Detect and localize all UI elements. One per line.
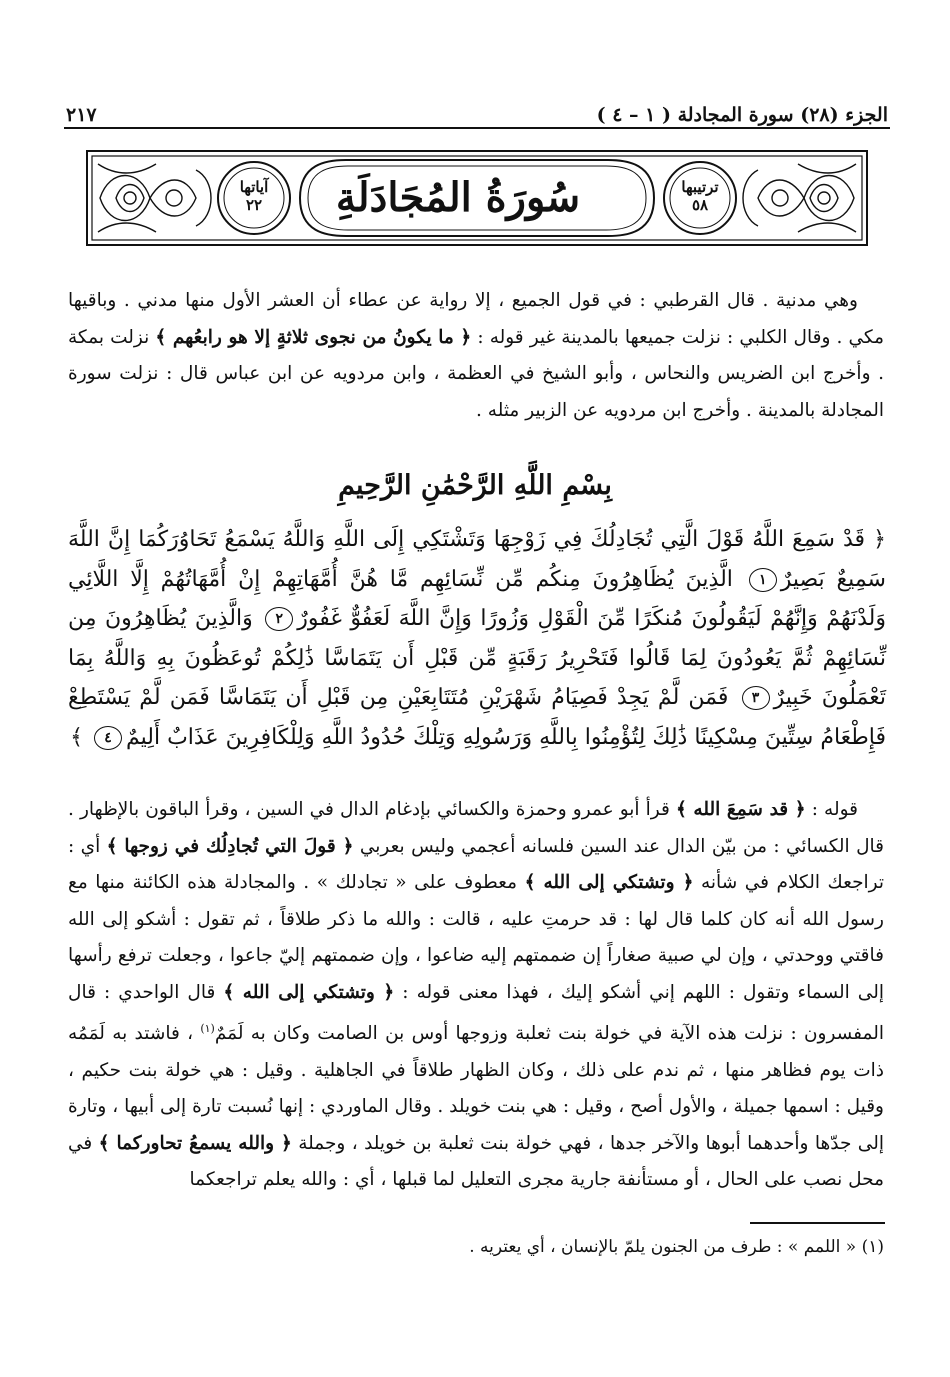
verse-1: ﴿ قَدْ سَمِعَ اللَّهُ قَوْلَ الَّتِي تُجَادِلُكَ فِي زَوْجِهَا وَتَشْتَكِي إِلَى اللَّهِ وَاللَّهُ يَسْمَعُ تَحَاوُرَكُمَا إِنَّ اللَّهَ سَمِيعٌ بَصِيرٌ (68, 527, 886, 592)
ayah-number-1: ١ (749, 568, 777, 592)
order-label: ترتيبها (681, 178, 719, 196)
commentary-text: قرأ أبو عمرو وحمزة والكسائي بإدغام الدال في السين ، وقرأ الباقون بالإظهار . قال الكسائي : من بيّن الدال عند السين فلسانه أعجمي وليس بعربي (68, 799, 884, 857)
commentary-text: في محل نصب على الحال ، أو مستأنفة جارية مجرى التعليل لما قبلها ، أي : والله يعلم تراجعكما (68, 1132, 884, 1191)
header-rule (64, 127, 890, 129)
chapter-info: الجزء (٢٨) سورة المجادلة ( ١ – ٤ ) (596, 104, 888, 126)
quran-verses (68, 520, 886, 757)
ayah-number-4: ٤ (94, 726, 122, 750)
running-header (66, 92, 888, 126)
footnote: (١) « اللمم » : طرف من الجنون يلمّ بالإنسان ، أي يعتريه . (469, 1237, 884, 1257)
commentary-text: معطوف على « تجادلك » . والمجادلة هذه الكائنة منها مع رسول الله أنه كان كلما قال لها : قد حرمتِ عليه ، قالت : والله ما ذكر طلاقاً ، ثم تقول : أشكو إلى الله فاقتي ووحدتي ، وإن لي صبية صغاراً إن ضممتهم إليه ضاعوا ، وإن ضممتهم إليّ جاعوا ، وجعلت ترفع رأسها إلى السماء وتقول : اللهم إني أشكو إليك ، فهذا معنى قوله : (68, 872, 884, 1003)
verses-value: ٢٢ (245, 196, 263, 214)
ayah-number-3: ٣ (742, 686, 770, 710)
surah-introduction (68, 283, 884, 429)
quran-quote: ﴿ وتشتكي إلى الله ﴾ (223, 981, 395, 1003)
verses-count-medallion (219, 178, 289, 214)
verse-2: الَّذِينَ يُظَاهِرُونَ مِنكُم مِّن نِّسَائِهِم مَّا هُنَّ أُمَّهَاتِهِمْ إِنْ أُمَّهَاتُهُمْ إِلَّا اللَّائِي وَلَدْنَهُمْ وَإِنَّهُمْ لَيَقُولُونَ مُنكَرًا مِّنَ الْقَوْلِ وَزُورًا وَإِنَّ اللَّهَ لَعَفُوٌّ غَفُورٌ (68, 566, 886, 631)
footnote-marker: (١) (200, 1022, 215, 1035)
verse-close-bracket: ﴾ (70, 724, 83, 750)
basmala: بِسْمِ اللَّهِ الرَّحْمَٰنِ الرَّحِيمِ (338, 470, 612, 501)
commentary-text: قال الواحدي : قال المفسرون : نزلت هذه الآية في خولة بنت ثعلبة وزوجها أوس بن الصامت وكان به لَمَمٌ (68, 981, 884, 1045)
quran-quote: ﴿ وتشتكي إلى الله ﴾ (524, 872, 694, 893)
intro-quran-quote: ﴿ ما يكونُ من نجوى ثلاثةٍ إلا هو رابعُهم ﴾ (155, 326, 472, 348)
intro-text-2: نزلت بمكة . وأخرج ابن الضريس والنحاس ، وأبو الشيخ في العظمة ، وابن مردويه عن ابن عباس قال : نزلت سورة المجادلة بالمدينة . وأخرج ابن مردويه عن الزبير مثله . (68, 326, 884, 421)
commentary-text: قوله : (805, 799, 859, 820)
page-number: ٢١٧ (66, 104, 97, 126)
footnote-rule (750, 1222, 885, 1224)
order-value: ٥٨ (691, 196, 709, 214)
tafsir-commentary (68, 792, 884, 1199)
verse-3: وَالَّذِينَ يُظَاهِرُونَ مِن نِّسَائِهِمْ ثُمَّ يَعُودُونَ لِمَا قَالُوا فَتَحْرِيرُ رَقَبَةٍ مِّن قَبْلِ أَن يَتَمَاسَّا ذَٰلِكُمْ تُوعَظُونَ بِهِ وَاللَّهُ بِمَا تَعْمَلُونَ خَبِيرٌ (68, 606, 886, 710)
surah-order-medallion (665, 178, 735, 214)
verses-label: آياتها (239, 178, 269, 196)
intro-text-1: وهي مدنية . قال القرطبي : في قول الجميع ، إلا رواية عن عطاء أن العشر الأول منها مدني . وباقيها مكي . وقال الكلبي : نزلت جميعها بالمدينة غير قوله : (68, 290, 884, 348)
quran-quote: ﴿ قولَ التي تُجادِلُك في زوجها ﴾ (106, 835, 354, 857)
commentary-text: أي : تراجعك الكلام في شأنه (68, 835, 884, 893)
ayah-number-2: ٢ (265, 607, 293, 631)
quran-quote: ﴿ والله يسمعُ تحاوركما ﴾ (98, 1132, 292, 1154)
quran-quote: ﴿ قد سَمِعَ الله ﴾ (675, 799, 806, 820)
commentary-text: ، فاشتد به لَمَمُه ذات يوم فظاهر منها ، ثم ندم على ذلك ، وكان الظهار طلاقاً في الجاهلية . وقيل : هي خولة بنت حكيم ، وقيل : اسمها جميلة ، والأول أصح ، وقيل : هي بنت خويلد . وقال الماوردي : إنها نُسبت تارة إلى أبيها ، وتارة إلى جدّها وأحدهما أبوها والآخر جدها ، فهي خولة بنت ثعلبة بن خويلد ، وجملة (68, 1023, 884, 1154)
surah-title: سُورَةُ المُجَادَلَةِ (335, 173, 581, 221)
verse-4: فَمَن لَّمْ يَجِدْ فَصِيَامُ شَهْرَيْنِ مُتَتَابِعَيْنِ مِن قَبْلِ أَن يَتَمَاسَّا فَمَن لَّمْ يَسْتَطِعْ فَإِطْعَامُ سِتِّينَ مِسْكِينًا ذَٰلِكَ لِتُؤْمِنُوا بِاللَّهِ وَرَسُولِهِ وَتِلْكَ حُدُودُ اللَّهِ وَلِلْكَافِرِينَ عَذَابٌ أَلِيمٌ (68, 685, 886, 750)
